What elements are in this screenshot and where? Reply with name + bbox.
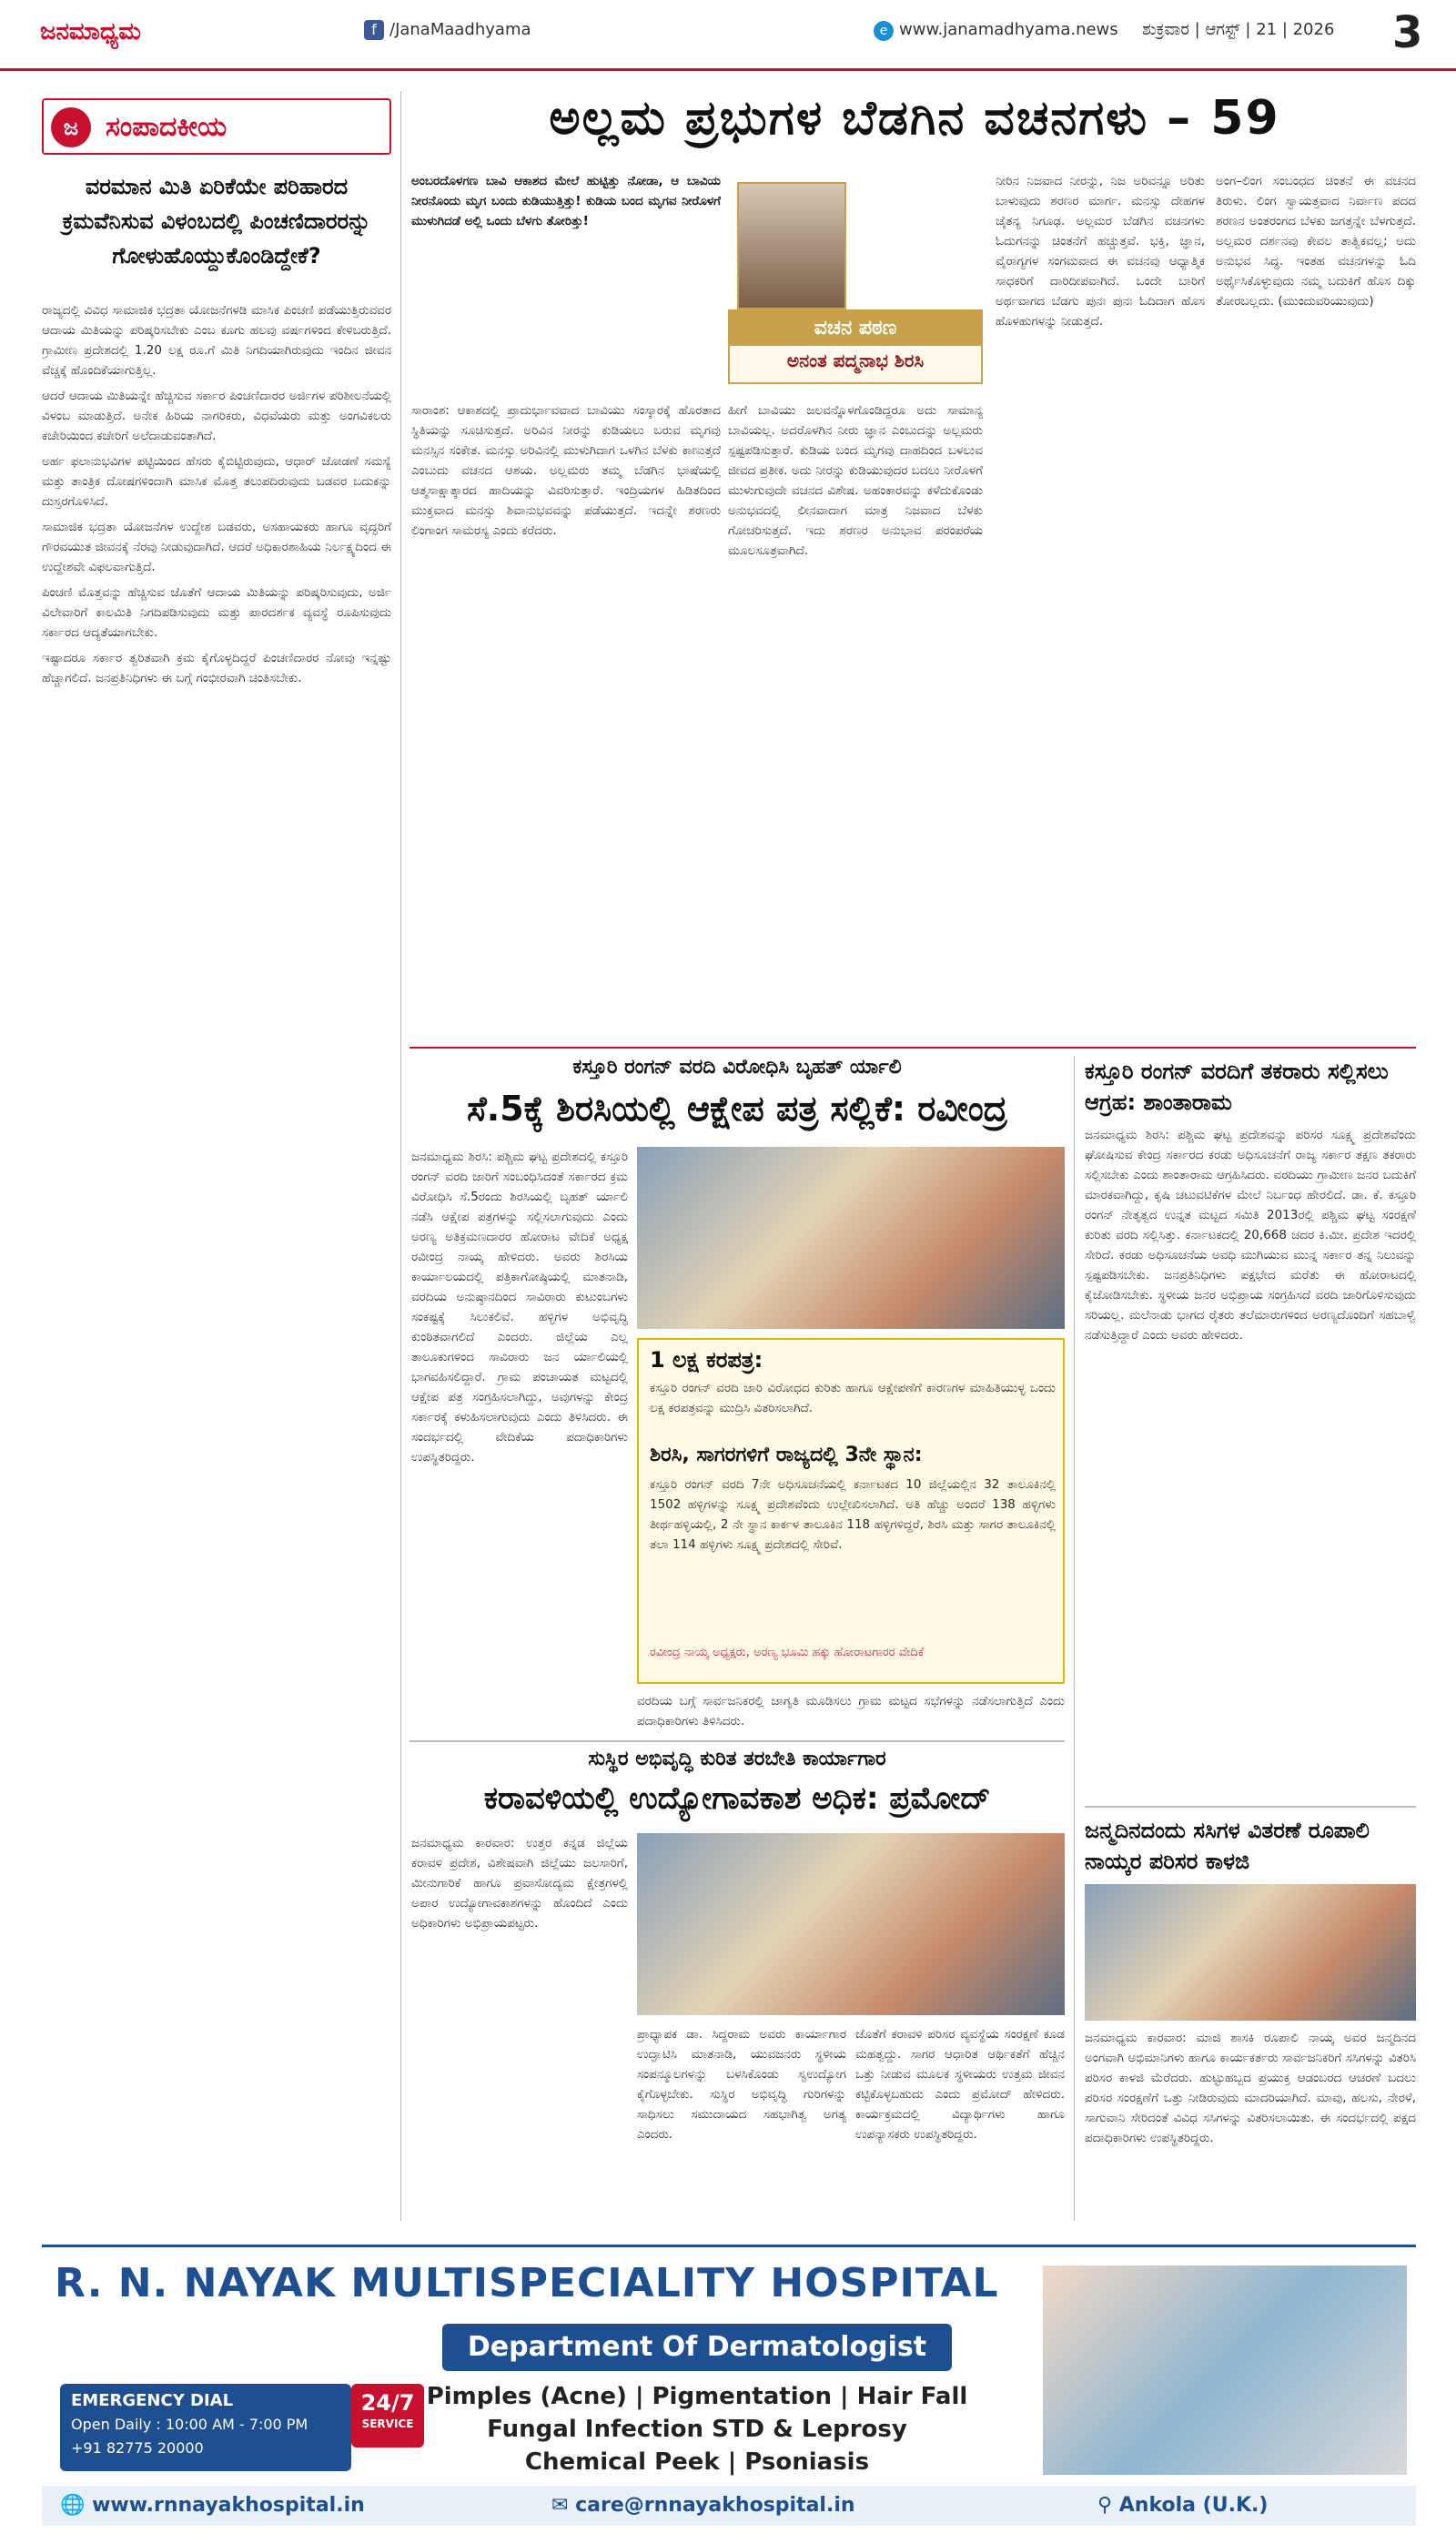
rally-kicker: ಕಸ್ತೂರಿ ರಂಗನ್ ವರದಿ ವಿರೋಧಿಸಿ ಬೃಹತ್ ರ್ಯಾಲಿ: [572, 1056, 902, 1079]
mail-icon: ✉: [551, 2494, 576, 2517]
website-link[interactable]: [874, 20, 1118, 41]
author-photo: [737, 182, 846, 309]
vachana-column-4: ಅಂಗ–ಲಿಂಗ ಸಂಬಂಧದ ಚಿಂತನೆ ಈ ವಚನದ ತಿರುಳು. ಲಿಂಗ ಸ್ವಾಯತ್ತವಾದ ನಿರ್ವಾಣ ಪದದ ಶರಣನ ಅಂತರಂಗದ ಬೆಳಕು ಜಗತ್ತನ್ನೇ ಬೆಳಗುತ್ತದೆ. ಅಲ್ಲಮರ ದರ್ಶನವು ಕೇವಲ ತಾತ್ವಿಕವಲ್ಲ; ಅದು ಅನುಭವ ಸಿದ್ಧ. ಇಂತಹ ವಚನಗಳನ್ನು ಓದಿ ಅರ್ಥೈಸಿಕೊಳ್ಳುವುದು ನಮ್ಮ ಬದುಕಿಗೆ ಹೊಸ ದಿಕ್ಕು ತೋರಬಲ್ಲದು. (ಮುಂದುವರಿಯುವುದು): [1216, 174, 1416, 309]
ad-photo: [1043, 2265, 1407, 2475]
vachana-column-3: ನೀರಿನ ನಿಜವಾದ ನೀರನ್ನು, ನಿಜ ಅರಿವನ್ನೂ ಅರಿತು ಬಾಳುವುದು ಶರಣರ ಮಾರ್ಗ. ಮನಸ್ಸು ದೇಹಗಳ ಚೈತನ್ಯ ನಿಗೂಢ. ಅಲ್ಲಮರ ಬೆಡಗಿನ ವಚನಗಳು ಓದುಗನನ್ನು ಚಿಂತನೆಗೆ ಹಚ್ಚುತ್ತವೆ. ಭಕ್ತಿ, ಜ್ಞಾನ, ವೈರಾಗ್ಯಗಳ ಸಂಗಮವಾದ ಈ ವಚನವು ಆಧ್ಯಾತ್ಮಿಕ ಸಾಧಕರಿಗೆ ದಾರಿದೀಪವಾಗಿದೆ. ಒಂದೇ ಬಾರಿಗೆ ಅರ್ಥವಾಗದ ಬೆಡಗು ಪುನಃ ಪುನಃ ಓದಿದಾಗ ಹೊಸ ಹೊಳಹುಗಳನ್ನು ನೀಡುತ್ತದೆ.: [996, 174, 1205, 329]
editorial-badge-icon: ಜ: [51, 107, 91, 147]
emergency-box: [60, 2384, 351, 2471]
hospital-name: R. N. NAYAK MULTISPECIALITY HOSPITAL: [55, 2260, 999, 2306]
ad-website-text: www.rnnayakhospital.in: [92, 2494, 365, 2517]
fact-box-title-1: 1 ಲಕ್ಷ ಕರಪತ್ರ:: [650, 1347, 763, 1373]
issue-date: ಶುಕ್ರವಾರ | ಆಗಸ್ಟ್ | 21 | 2026: [1142, 20, 1335, 39]
editorial-paragraph: ಅರ್ಹ ಫಲಾನುಭವಿಗಳ ಪಟ್ಟಿಯಿಂದ ಹೆಸರು ಕೈಬಿಟ್ಟಿರುವುದು, ಆಧಾರ್ ಜೋಡಣೆ ಸಮಸ್ಯೆ ಮತ್ತು ತಾಂತ್ರಿಕ ದೋಷಗಳಿಂದಾಗಿ ಮಾಸಿಕ ಮೊತ್ತ ತಲುಪದಿರುವುದು ಬಡವರ ಬದುಕನ್ನು ದುಸ್ತರಗೊಳಿಸಿದೆ.: [42, 454, 391, 509]
complaint-headline: ಕಸ್ತೂರಿ ರಂಗನ್ ವರದಿಗೆ ತಕರಾರು ಸಲ್ಲಿಸಲು ಆಗ್ರಹ: ಶಾಂತಾರಾಮ: [1085, 1059, 1389, 1115]
ad-email-text: care@rnnayakhospital.in: [575, 2494, 855, 2517]
complaint-body: ಜನಮಾಧ್ಯಮ ಶಿರಸಿ: ಪಶ್ಚಿಮ ಘಟ್ಟ ಪ್ರದೇಶವನ್ನು ಪರಿಸರ ಸೂಕ್ಷ್ಮ ಪ್ರದೇಶವೆಂದು ಘೋಷಿಸುವ ಕೇಂದ್ರ ಸರ್ಕಾರದ ಕರಡು ಅಧಿಸೂಚನೆಗೆ ರಾಜ್ಯ ಸರ್ಕಾರ ತಕ್ಷಣ ತಕರಾರು ಸಲ್ಲಿಸಬೇಕು ಎಂದು ಶಾಂತಾರಾಮ ಆಗ್ರಹಿಸಿದರು. ವರದಿಯು ಗ್ರಾಮೀಣ ಜನರ ಬದುಕಿಗೆ ಮಾರಕವಾಗಿದ್ದು, ಕೃಷಿ ಚಟುವಟಿಕೆಗಳ ಮೇಲೆ ನಿರ್ಬಂಧ ಹೇರಲಿದೆ. ಡಾ. ಕೆ. ಕಸ್ತೂರಿ ರಂಗನ್ ನೇತೃತ್ವದ ಉನ್ನತ ಮಟ್ಟದ ಸಮಿತಿ 2013ರಲ್ಲಿ ಪಶ್ಚಿಮ ಘಟ್ಟ ಸಂರಕ್ಷಣೆ ಕುರಿತು ವರದಿ ಸಲ್ಲಿಸಿತ್ತು. ಕರ್ನಾಟಕದಲ್ಲಿ 20,668 ಚದರ ಕಿ.ಮೀ. ಪ್ರದೇಶ ಇದರಲ್ಲಿ ಸೇರಿದೆ. ಕರಡು ಅಧಿಸೂಚನೆಯ ಅವಧಿ ಮುಗಿಯುವ ಮುನ್ನ ಸರ್ಕಾರ ತನ್ನ ನಿಲುವನ್ನು ಸ್ಪಷ್ಟಪಡಿಸಬೇಕು. ಜನಪ್ರತಿನಿಧಿಗಳು ಪಕ್ಷಭೇದ ಮರೆತು ಈ ಹೋರಾಟದಲ್ಲಿ ಕೈಜೋಡಿಸಬೇಕು. ಸ್ಥಳೀಯ ಜನರ ಅಭಿಪ್ರಾಯ ಸಂಗ್ರಹಿಸದೆ ವರದಿ ಜಾರಿಗೊಳಿಸುವುದು ಸರಿಯಲ್ಲ. ಮಲೆನಾಡು ಭಾಗದ ರೈತರು ತಲೆಮಾರುಗಳಿಂದ ಅರಣ್ಯದೊಂದಿಗೆ ಸಹಬಾಳ್ವೆ ನಡೆಸುತ್ತಿದ್ದಾರೆ ಎಂದು ಅವರು ಹೇಳಿದರು.: [1085, 1128, 1416, 1343]
service-line: Chemical Peek | Psoniasis: [524, 2448, 870, 2476]
editorial-paragraph: ಇಷ್ಟಾದರೂ ಸರ್ಕಾರ ತ್ವರಿತವಾಗಿ ಕ್ರಮ ಕೈಗೊಳ್ಳದಿದ್ದರೆ ಪಿಂಚಣಿದಾರರ ನೋವು ಇನ್ನಷ್ಟು ಹೆಚ್ಚಾಗಲಿದೆ. ಜನಪ್ರತಿನಿಧಿಗಳು ಈ ಬಗ್ಗೆ ಗಂಭೀರವಾಗಿ ಚಿಂತಿಸಬೇಕು.: [42, 651, 391, 685]
facebook-link[interactable]: [364, 20, 531, 40]
service-247-badge: [351, 2384, 424, 2448]
fact-box-credit: ರವೀಂದ್ರ ನಾಯ್ಕ ಅಧ್ಯಕ್ಷರು, ಅರಣ್ಯ ಭೂಮಿ ಹಕ್ಕು ಹೋರಾಟಗಾರರ ವೇದಿಕೆ: [650, 1646, 925, 1659]
birthday-headline: ಜನ್ಮದಿನದಂದು ಸಸಿಗಳ ವಿತರಣೆ ರೂಪಾಲಿ ನಾಯ್ಕರ ಪರಿಸರ ಕಾಳಜಿ: [1085, 1818, 1370, 1874]
website-url: www.janamadhyama.news: [899, 20, 1118, 39]
ad-location: [1097, 2486, 1268, 2526]
vachana-verse: ಅಂಬರದೊಳಗಣ ಬಾವಿ ಆಕಾಶದ ಮೇಲೆ ಹುಟ್ಟಿತ್ತು ನೋಡಾ, ಆ ಬಾವಿಯ ನೀರನೊಂದು ಮೃಗ ಬಂದು ಕುಡಿಯುತ್ತಿತ್ತು! ಕುಡಿಯ ಬಂದ ಮೃಗವ ನೀರೊಳಗೆ ಮುಳುಗಿದಡೆ ಅಲ್ಲಿ ಒಂದು ಬೆಳಗು ತೋರಿತ್ತು!: [411, 174, 721, 228]
editorial-section-header: [42, 98, 391, 155]
services-list: [369, 2380, 1025, 2478]
editorial-section-title: ಸಂಪಾದಕೀಯ: [106, 111, 228, 143]
section-divider: [410, 1047, 1416, 1049]
rally-photo: [637, 1147, 1065, 1329]
section-divider: [410, 1740, 1065, 1742]
badge-247-text: 24/7: [360, 2390, 415, 2416]
globe-icon: 🌐: [60, 2494, 93, 2517]
page-header: [0, 0, 1456, 71]
fact-box-text-1: ಕಸ್ತೂರಿ ರಂಗನ್ ವರದಿ ಜಾರಿ ವಿರೋಧದ ಕುರಿತು ಹಾಗೂ ಆಕ್ಷೇಪಣೆಗೆ ಕಾರಣಗಳ ಮಾಹಿತಿಯುಳ್ಳ ಒಂದು ಲಕ್ಷ ಕರಪತ್ರವನ್ನು ಮುದ್ರಿಸಿ ವಿತರಿಸಲಾಗಿದೆ.: [650, 1381, 1056, 1415]
rally-headline: ಸೆ.5ಕ್ಕೆ ಶಿರಸಿಯಲ್ಲಿ ಆಕ್ಷೇಪ ಪತ್ರ ಸಲ್ಲಿಕೆ: ರವೀಂದ್ರ: [467, 1089, 1007, 1129]
facebook-handle: /JanaMaadhyama: [389, 20, 531, 39]
birthday-body: ಜನಮಾಧ್ಯಮ ಕಾರವಾರ: ಮಾಜಿ ಶಾಸಕಿ ರೂಪಾಲಿ ನಾಯ್ಕ ಅವರ ಜನ್ಮದಿನದ ಅಂಗವಾಗಿ ಅಭಿಮಾನಿಗಳು ಹಾಗೂ ಕಾರ್ಯಕರ್ತರು ಸಾರ್ವಜನಿಕರಿಗೆ ಸಸಿಗಳನ್ನು ವಿತರಿಸಿ ಪರಿಸರ ಕಾಳಜಿ ಮೆರೆದರು. ಹುಟ್ಟುಹಬ್ಬದ ಪ್ರಯುಕ್ತ ಆಡಂಬರದ ಆಚರಣೆ ಬದಲು ಪರಿಸರ ಸಂರಕ್ಷಣೆಗೆ ಒತ್ತು ನೀಡಿರುವುದು ಮಾದರಿಯಾಗಿದೆ. ಮಾವು, ಹಲಸು, ನೇರಳೆ, ಸಾಗುವಾನಿ ಸೇರಿದಂತೆ ವಿವಿಧ ಸಸಿಗಳನ್ನು ವಿತರಿಸಲಾಯಿತು. ಈ ಸಂದರ್ಭದಲ್ಲಿ ಪಕ್ಷದ ಪದಾಧಿಕಾರಿಗಳು ಉಪಸ್ಥಿತರಿದ್ದರು.: [1085, 2031, 1416, 2145]
editorial-title: ವರಮಾನ ಮಿತಿ ಏರಿಕೆಯೇ ಪರಿಹಾರದ ಕ್ರಮವೆನಿಸುವ ವಿಳಂಬದಲ್ಲಿ ಪಿಂಚಣಿದಾರರನ್ನು ಗೋಳುಹೊಯ್ದುಕೊಂಡಿದ್ದೇಕೆ?: [62, 174, 371, 269]
editorial-paragraph: ಪಿಂಚಣಿ ಮೊತ್ತವನ್ನು ಹೆಚ್ಚಿಸುವ ಜೊತೆಗೆ ಆದಾಯ ಮಿತಿಯನ್ನು ಪರಿಷ್ಕರಿಸುವುದು, ಅರ್ಜಿ ವಿಲೇವಾರಿಗೆ ಕಾಲಮಿತಿ ನಿಗದಿಪಡಿಸುವುದು ಮತ್ತು ಪಾರದರ್ಶಕ ವ್ಯವಸ್ಥೆ ರೂಪಿಸುವುದು ಸರ್ಕಾರದ ಆದ್ಯತೆಯಾಗಬೇಕು.: [42, 585, 391, 640]
workshop-photo: [637, 1833, 1065, 2015]
fact-box: [637, 1338, 1065, 1684]
ad-email[interactable]: [551, 2486, 855, 2526]
birthday-photo: [1085, 1884, 1416, 2021]
badge-service-text: SERVICE: [361, 2417, 414, 2430]
ad-website[interactable]: [60, 2486, 365, 2526]
emergency-label: EMERGENCY DIAL: [71, 2391, 234, 2410]
ad-location-text: Ankola (U.K.): [1118, 2494, 1269, 2517]
phone-number[interactable]: +91 82775 20000: [71, 2439, 204, 2457]
editorial-paragraph: ರಾಜ್ಯದಲ್ಲಿ ವಿವಿಧ ಸಾಮಾಜಿಕ ಭದ್ರತಾ ಯೋಜನೆಗಳಡಿ ಮಾಸಿಕ ಪಿಂಚಣಿ ಪಡೆಯುತ್ತಿರುವವರ ಆದಾಯ ಮಿತಿಯನ್ನು ಪರಿಷ್ಕರಿಸಬೇಕು ಎಂಬ ಕೂಗು ಹಲವು ವರ್ಷಗಳಿಂದ ಕೇಳಿಬರುತ್ತಿದೆ. ಗ್ರಾಮೀಣ ಪ್ರದೇಶದಲ್ಲಿ 1.20 ಲಕ್ಷ ರೂ.ಗೆ ಮಿತಿ ನಿಗದಿಯಾಗಿರುವುದು ಇಂದಿನ ಜೀವನ ವೆಚ್ಚಕ್ಕೆ ಹೊಂದಿಕೆಯಾಗುತ್ತಿಲ್ಲ.: [42, 303, 391, 378]
author-name: ಅನಂತ ಪದ್ಮನಾಭ ಶಿರಸಿ: [786, 350, 925, 371]
column-divider: [1074, 1056, 1075, 2221]
globe-icon: e: [874, 21, 894, 41]
newspaper-logo: ಜನಮಾಧ್ಯಮ: [40, 18, 141, 46]
fact-box-title-2: ಶಿರಸಿ, ಸಾಗರಗಳಿಗೆ ರಾಜ್ಯದಲ್ಲಿ 3ನೇ ಸ್ಥಾನ:: [650, 1444, 923, 1466]
column-byline-box: [728, 309, 983, 384]
workshop-kicker: ಸುಸ್ಥಿರ ಅಭಿವೃದ್ಧಿ ಕುರಿತ ತರಬೇತಿ ಕಾರ್ಯಾಗಾರ: [588, 1748, 886, 1770]
workshop-headline: ಕರಾವಳಿಯಲ್ಲಿ ಉದ್ಯೋಗಾವಕಾಶ ಅಧಿಕ: ಪ್ರಮೋದ್: [483, 1780, 991, 1817]
vachana-headline: ಅಲ್ಲಮ ಪ್ರಭುಗಳ ಬೆಡಗಿನ ವಚನಗಳು – 59: [549, 91, 1280, 146]
rally-tail: ವರದಿಯ ಬಗ್ಗೆ ಸಾರ್ವಜನಿಕರಲ್ಲಿ ಜಾಗೃತಿ ಮೂಡಿಸಲು ಗ್ರಾಮ ಮಟ್ಟದ ಸಭೆಗಳನ್ನು ನಡೆಸಲಾಗುತ್ತಿದೆ ಎಂದು ಪದಾಧಿಕಾರಿಗಳು ತಿಳಿಸಿದರು.: [637, 1694, 1065, 1728]
facebook-icon: f: [364, 20, 384, 40]
workshop-body-3: ಜೊತೆಗೆ ಕರಾವಳಿ ಪರಿಸರ ವ್ಯವಸ್ಥೆಯ ಸಂರಕ್ಷಣೆ ಕೂಡ ಮಹತ್ವದ್ದು. ಸಾಗರ ಆಧಾರಿತ ಆರ್ಥಿಕತೆಗೆ ಹೆಚ್ಚಿನ ಒತ್ತು ನೀಡುವ ಮೂಲಕ ಸ್ಥಳೀಯರು ಉತ್ತಮ ಜೀವನ ಕಟ್ಟಿಕೊಳ್ಳಬಹುದು ಎಂದು ಪ್ರಮೋದ್ ಹೇಳಿದರು. ಕಾರ್ಯಕ್ರಮದಲ್ಲಿ ವಿದ್ಯಾರ್ಥಿಗಳು ಹಾಗೂ ಉಪನ್ಯಾಸಕರು ಉಪಸ್ಥಿತರಿದ್ದರು.: [855, 2027, 1065, 2142]
column-label: ವಚನ ಪಠಣ: [730, 311, 981, 346]
editorial-paragraph: ಸಾಮಾಜಿಕ ಭದ್ರತಾ ಯೋಜನೆಗಳ ಉದ್ದೇಶ ಬಡವರು, ಅಸಹಾಯಕರು ಹಾಗೂ ವೃದ್ಧರಿಗೆ ಗೌರವಯುತ ಜೀವನಕ್ಕೆ ನೆರವು ನೀಡುವುದಾಗಿದೆ. ಆದರೆ ಅಧಿಕಾರಶಾಹಿಯ ನಿರ್ಲಕ್ಷ್ಯದಿಂದ ಈ ಉದ್ದೇಶವೇ ವಿಫಲವಾಗುತ್ತಿದೆ.: [42, 520, 391, 574]
department-banner: Department Of Dermatologist: [442, 2324, 952, 2371]
workshop-body-2: ಪ್ರಾಧ್ಯಾಪಕ ಡಾ. ಸಿದ್ದರಾಮ ಅವರು ಕಾರ್ಯಾಗಾರ ಉದ್ಘಾಟಿಸಿ ಮಾತನಾಡಿ, ಯುವಜನರು ಸ್ಥಳೀಯ ಸಂಪನ್ಮೂಲಗಳನ್ನು ಬಳಸಿಕೊಂಡು ಸ್ವಉದ್ಯೋಗ ಕೈಗೊಳ್ಳಬೇಕು. ಸುಸ್ಥಿರ ಅಭಿವೃದ್ಧಿ ಗುರಿಗಳನ್ನು ಸಾಧಿಸಲು ಸಮುದಾಯದ ಸಹಭಾಗಿತ್ವ ಅಗತ್ಯ ಎಂದರು.: [637, 2027, 846, 2142]
ad-footer: [42, 2486, 1416, 2526]
column-divider: [400, 91, 401, 2221]
hospital-advertisement: [42, 2245, 1416, 2527]
page-number: 3: [1392, 7, 1423, 58]
service-line: Pimples (Acne) | Pigmentation | Hair Fall: [426, 2383, 968, 2410]
opening-hours: Open Daily : 10:00 AM - 7:00 PM: [71, 2416, 308, 2433]
service-line: Fungal Infection STD & Leprosy: [487, 2416, 907, 2443]
workshop-body-1: ಜನಮಾಧ್ಯಮ ಕಾರವಾರ: ಉತ್ತರ ಕನ್ನಡ ಜಿಲ್ಲೆಯ ಕರಾವಳಿ ಪ್ರದೇಶ, ವಿಶೇಷವಾಗಿ ಜಿಲ್ಲೆಯು ಜಲಸಾರಿಗೆ, ಮೀನುಗಾರಿಕೆ ಹಾಗೂ ಪ್ರವಾಸೋದ್ಯಮ ಕ್ಷೇತ್ರಗಳಲ್ಲಿ ಅಪಾರ ಉದ್ಯೋಗಾವಕಾಶಗಳನ್ನು ಹೊಂದಿದೆ ಎಂದು ಅಧಿಕಾರಿಗಳು ಅಭಿಪ್ರಾಯಪಟ್ಟರು.: [411, 1836, 628, 1931]
location-pin-icon: ⚲: [1097, 2494, 1119, 2517]
section-divider: [1085, 1806, 1416, 1808]
editorial-body: [42, 300, 391, 2203]
vachana-column-1: ಸಾರಾಂಶ: ಆಕಾಶದಲ್ಲಿ ಪ್ರಾದುರ್ಭಾವವಾದ ಬಾವಿಯು ಸಂಸ್ಕಾರಕ್ಕೆ ಹೊರತಾದ ಸ್ಥಿತಿಯನ್ನು ಸೂಚಿಸುತ್ತದೆ. ಅರಿವಿನ ನೀರನ್ನು ಕುಡಿಯಲು ಬರುವ ಮೃಗವು ಮನಸ್ಸಿನ ಸಂಕೇತ. ಮನಸ್ಸು ಅರಿವಿನಲ್ಲಿ ಮುಳುಗಿದಾಗ ಒಳಗಿನ ಬೆಳಕು ಕಾಣುತ್ತದೆ ಎಂಬುದು ವಚನದ ಆಶಯ. ಅಲ್ಲಮರು ತಮ್ಮ ಬೆಡಗಿನ ಭಾಷೆಯಲ್ಲಿ ಆತ್ಮಸಾಕ್ಷಾತ್ಕಾರದ ಹಾದಿಯನ್ನು ವಿವರಿಸುತ್ತಾರೆ. ಇಂದ್ರಿಯಗಳ ಹಿಡಿತದಿಂದ ಮುಕ್ತವಾದ ಮನಸ್ಸು ಶಿವಾನುಭವವನ್ನು ಪಡೆಯುತ್ತದೆ. ಇದನ್ನೇ ಶರಣರು ಲಿಂಗಾಂಗ ಸಾಮರಸ್ಯ ಎಂದು ಕರೆದರು.: [411, 403, 721, 538]
fact-box-text-2: ಕಸ್ತೂರಿ ರಂಗನ್ ವರದಿ 7ನೇ ಅಧಿಸೂಚನೆಯಲ್ಲಿ ಕರ್ನಾಟಕದ 10 ಜಿಲ್ಲೆಯಲ್ಲಿನ 32 ತಾಲೂಕಿನಲ್ಲಿ 1502 ಹಳ್ಳಿಗಳನ್ನು ಸೂಕ್ಷ್ಮ ಪ್ರದೇಶವೆಂದು ಉಲ್ಲೇಖಿಸಲಾಗಿದೆ. ಅತಿ ಹೆಚ್ಚು ಅಂದರೆ 138 ಹಳ್ಳಿಗಳು ತೀರ್ಥಹಳ್ಳಿಯಲ್ಲಿ, 2 ನೇ ಸ್ಥಾನ ಕಾರ್ಕಳ ತಾಲೂಕಿನ 118 ಹಳ್ಳಿಗಳಿದ್ದರೆ, ಶಿರಸಿ ಮತ್ತು ಸಾಗರ ತಾಲೂಕಿನಲ್ಲಿ ತಲಾ 114 ಹಳ್ಳಿಗಳು ಸೂಕ್ಷ್ಮ ಪ್ರದೇಶದಲ್ಲಿ ಸೇರಿವೆ.: [650, 1477, 1056, 1552]
vachana-column-2: ಹೀಗೆ ಬಾವಿಯು ಜಲವನ್ನೊಳಗೊಂಡಿದ್ದರೂ ಅದು ಸಾಮಾನ್ಯ ಬಾವಿಯಲ್ಲ. ಅದರೊಳಗಿನ ನೀರು ಜ್ಞಾನ ಎಂಬುದನ್ನು ಅಲ್ಲಮರು ಸ್ಪಷ್ಟಪಡಿಸುತ್ತಾರೆ. ಕುಡಿಯ ಬಂದ ಮೃಗವು ದಾಹದಿಂದ ಬಳಲುವ ಜೀವದ ಪ್ರತೀಕ. ಅದು ನೀರನ್ನು ಕುಡಿಯುವುದರ ಬದಲು ನೀರೊಳಗೆ ಮುಳುಗುವುದೇ ವಚನದ ವಿಶೇಷ. ಅಹಂಕಾರವನ್ನು ಕಳೆದುಕೊಂಡು ಅನುಭವದಲ್ಲಿ ಲೀನವಾದಾಗ ಮಾತ್ರ ನಿಜವಾದ ಬೆಳಕು ಗೋಚರಿಸುತ್ತದೆ. ಇದು ಶರಣರ ಅನುಭಾವ ಪರಂಪರೆಯ ಮೂಲಸೂತ್ರವಾಗಿದೆ.: [728, 403, 983, 558]
editorial-paragraph: ಆದರೆ ಆದಾಯ ಮಿತಿಯನ್ನೇ ಹೆಚ್ಚಿಸುವ ಸರ್ಕಾರ ಪಿಂಚಣಿದಾರರ ಅರ್ಜಿಗಳ ಪರಿಶೀಲನೆಯಲ್ಲಿ ವಿಳಂಬ ಮಾಡುತ್ತಿದೆ. ಅನೇಕ ಹಿರಿಯ ನಾಗರಿಕರು, ವಿಧವೆಯರು ಮತ್ತು ಅಂಗವಿಕಲರು ಕಚೇರಿಯಿಂದ ಕಚೇರಿಗೆ ಅಲೆದಾಡುವಂತಾಗಿದೆ.: [42, 389, 391, 443]
rally-body: ಜನಮಾಧ್ಯಮ ಶಿರಸಿ: ಪಶ್ಚಿಮ ಘಟ್ಟ ಪ್ರದೇಶದಲ್ಲಿ ಕಸ್ತೂರಿ ರಂಗನ್ ವರದಿ ಜಾರಿಗೆ ಸಂಬಂಧಿಸಿದಂತೆ ಸರ್ಕಾರದ ಕ್ರಮ ವಿರೋಧಿಸಿ ಸೆ.5ರಂದು ಶಿರಸಿಯಲ್ಲಿ ಬೃಹತ್ ರ್ಯಾಲಿ ನಡೆಸಿ ಆಕ್ಷೇಪ ಪತ್ರಗಳನ್ನು ಸಲ್ಲಿಸಲಾಗುವುದು ಎಂದು ಅರಣ್ಯ ಅತಿಕ್ರಮಣದಾರರ ಹೋರಾಟ ವೇದಿಕೆ ಅಧ್ಯಕ್ಷ ರವೀಂದ್ರ ನಾಯ್ಕ ಹೇಳಿದರು. ಅವರು ಶಿರಸಿಯ ಕಾರ್ಯಾಲಯದಲ್ಲಿ ಪತ್ರಿಕಾಗೋಷ್ಠಿಯಲ್ಲಿ ಮಾತನಾಡಿ, ವರದಿಯ ಅನುಷ್ಠಾನದಿಂದ ಸಾವಿರಾರು ಕುಟುಂಬಗಳು ಸಂಕಷ್ಟಕ್ಕೆ ಸಿಲುಕಲಿವೆ. ಹಳ್ಳಿಗಳ ಅಭಿವೃದ್ಧಿ ಕುಂಠಿತವಾಗಲಿದೆ ಎಂದರು. ಜಿಲ್ಲೆಯ ಎಲ್ಲ ತಾಲೂಕುಗಳಿಂದ ಸಾವಿರಾರು ಜನ ರ್ಯಾಲಿಯಲ್ಲಿ ಭಾಗವಹಿಸಲಿದ್ದಾರೆ. ಗ್ರಾಮ ಪಂಚಾಯತ ಮಟ್ಟದಲ್ಲಿ ಆಕ್ಷೇಪ ಪತ್ರ ಸಂಗ್ರಹಿಸಲಾಗಿದ್ದು, ಅವುಗಳನ್ನು ಕೇಂದ್ರ ಸರ್ಕಾರಕ್ಕೆ ಕಳುಹಿಸಲಾಗುವುದು ಎಂದು ತಿಳಿಸಿದರು. ಈ ಸಂದರ್ಭದಲ್ಲಿ ವೇದಿಕೆಯ ಪದಾಧಿಕಾರಿಗಳು ಉಪಸ್ಥಿತರಿದ್ದರು.: [411, 1150, 628, 1465]
